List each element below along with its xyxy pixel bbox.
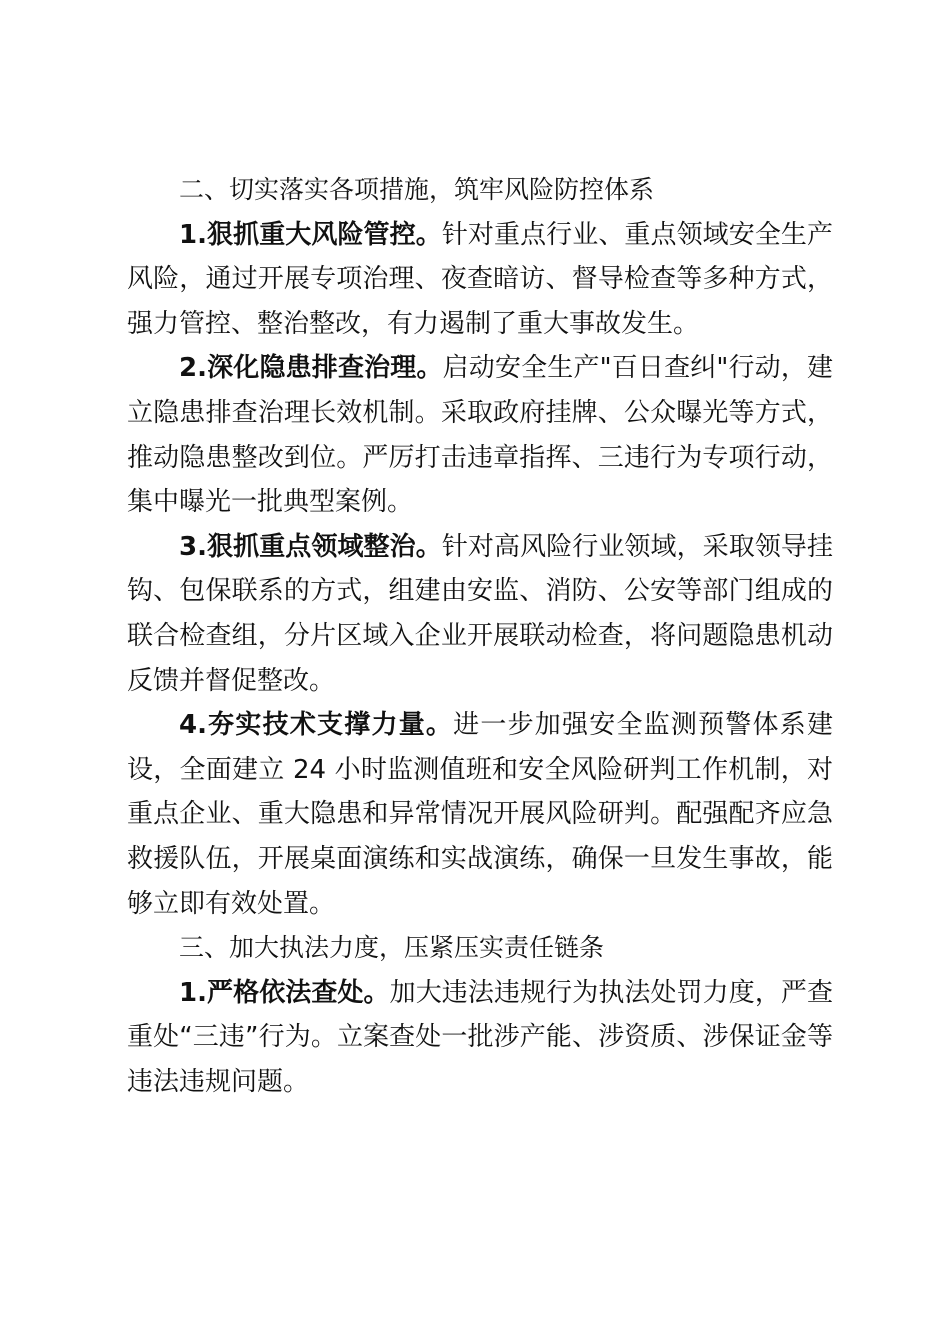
item-4-lead: 4.夯实技术支撑力量。: [179, 710, 454, 741]
item-3-lead: 3.狠抓重点领域整治。: [179, 531, 442, 562]
document-page: [127, 168, 833, 1104]
section-three-item-1-body: 加大违法违规行为执法处罚力度，严查重处“三违”行为。立案查处一批涉产能、涉资质、涉保证金等违法违规问题。: [127, 977, 833, 1097]
item-2-body: 启动安全生产"百日查纠"行动，建立隐患排查治理长效机制。采取政府挂牌、公众曝光等方式，推动隐患整改到位。严厉打击违章指挥、三违行为专项行动，集中曝光一批典型案例。: [127, 353, 834, 518]
section-two-heading: 二、切实落实各项措施，筑牢风险防控体系: [179, 175, 655, 204]
paragraph-item-4: [127, 703, 833, 926]
item-1-lead: 1.狠抓重大风险管控。: [179, 219, 442, 250]
item-4-body: 进一步加强安全监测预警体系建设，全面建立 24 小时监测值班和安全风险研判工作机制，对重点企业、重大隐患和异常情况开展风险研判。配强配齐应急救援队伍，开展桌面演练和实战演练，确保一旦发生事故，能够立即有效处置。: [127, 710, 833, 919]
item-3-body: 针对高风险行业领域，采取领导挂钩、包保联系的方式，组建由安监、消防、公安等部门组成的联合检查组，分片区域入企业开展联动检查，将问题隐患机动反馈并督促整改。: [127, 531, 833, 696]
paragraph-item-1: [127, 213, 833, 347]
paragraph-item-3: [127, 525, 833, 703]
item-2-lead: 2.深化隐患排查治理。: [179, 353, 443, 384]
paragraph-section-three-item-1: [127, 971, 833, 1105]
section-three-heading: 三、加大执法力度，压紧压实责任链条: [179, 933, 605, 963]
paragraph-item-2: [127, 346, 833, 524]
item-1-body: 针对重点行业、重点领域安全生产风险，通过开展专项治理、夜查暗访、督导检查等多种方式，强力管控、整治整改，有力遏制了重大事故发生。: [127, 219, 833, 339]
section-three-item-1-lead: 1.严格依法查处。: [179, 977, 390, 1008]
